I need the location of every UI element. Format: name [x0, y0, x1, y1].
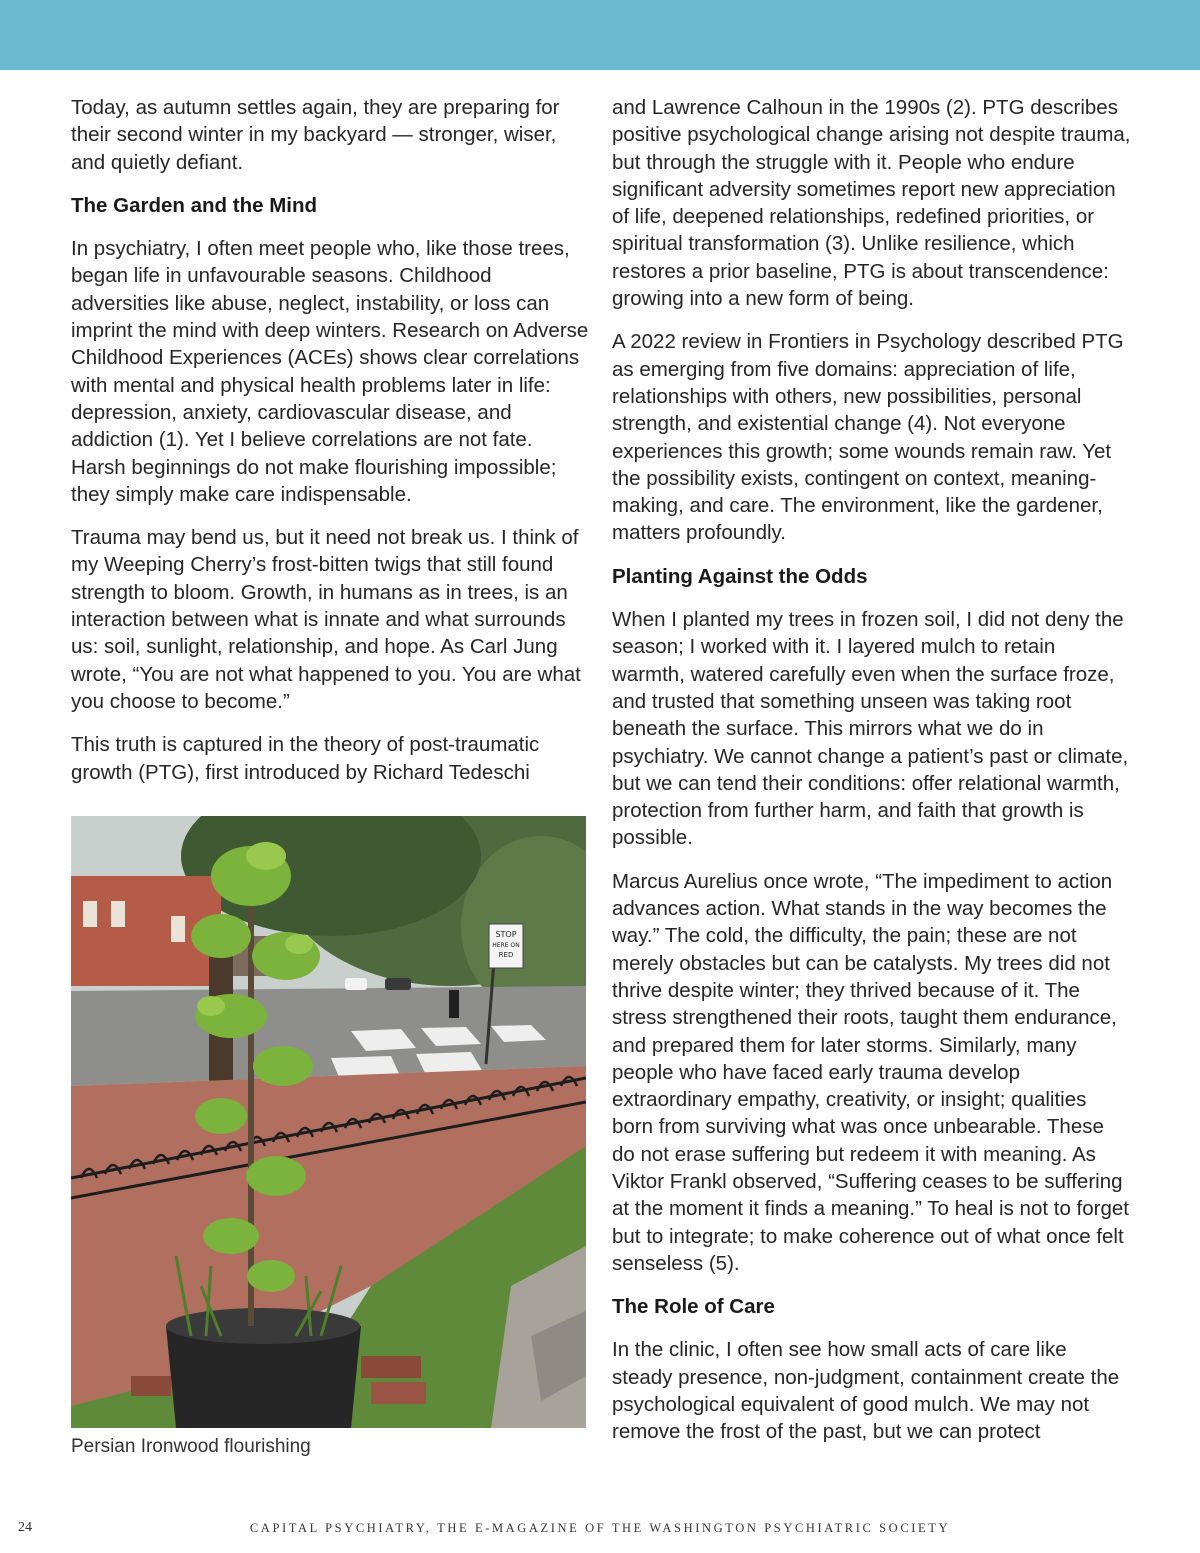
section-heading: Planting Against the Odds — [612, 564, 868, 588]
section-heading: The Garden and the Mind — [71, 193, 318, 217]
photo-caption: Persian Ironwood flourishing — [71, 1436, 311, 1457]
paragraph: A 2022 review in Frontiers in Psychology described PTG as emerging from five domains: appreciation of life, relationships with others, new possibilities, personal strength, and existential change (4). Not everyone experiences this growth; some wounds remain raw. Yet the possibility exists, contingent on context, meaning-making, and care. The environment, like the gardener, matters profoundly. — [612, 330, 1124, 545]
paragraph: When I planted my trees in frozen soil, I did not deny the season; I worked with it. I layered mulch to retain warmth, watered carefully even when the surface froze, and trusted that something unseen was taking root beneath the surface. This mirrors what we do in psychiatry. We cannot change a patient’s past or climate, but we can tend their conditions: offer relational warmth, protection from further harm, and faith that growth is possible. — [612, 608, 1129, 850]
sign-line-3: RED — [498, 951, 514, 959]
sign-line-2: HERE ON — [492, 942, 520, 949]
paragraph: Trauma may bend us, but it need not break us. I think of my Weeping Cherry’s frost-bitten twigs that still found strength to bloom. Growth, in humans as in trees, is an interaction between what is innate and what surrounds us: soil, sunlight, relationship, and hope. As Carl Jung wrote, “You are not what happened to you. You are what you choose to become.” — [71, 526, 581, 713]
right-column — [612, 94, 1132, 1462]
paragraph: and Lawrence Calhoun in the 1990s (2). PTG describes positive psychological change arising not despite trauma, but through the struggle with it. People who endure significant adversity sometimes report new appreciation of life, deepened relationships, redefined priorities, or spiritual transformation (3). Unlike resilience, which restores a prior baseline, PTG is about transcendence: growing into a new form of being. — [612, 96, 1131, 311]
left-column — [71, 94, 591, 802]
paragraph: Today, as autumn settles again, they are preparing for their second winter in my backyard — stronger, wiser, and quietly defiant. — [71, 96, 560, 174]
page-number: 24 — [18, 1520, 32, 1535]
paragraph: In the clinic, I often see how small acts of care like steady presence, non-judgment, containment create the psychological equivalent of good mulch. We may not remove the frost of the past, but we can protect — [612, 1338, 1120, 1444]
sign-line-1: STOP — [495, 930, 517, 939]
paragraph: Marcus Aurelius once wrote, “The impediment to action advances action. What stands in the way becomes the way.” The cold, the difficulty, the pain; these are not merely obstacles but can be catalysts. My trees did not thrive despite winter; they thrived because of it. The stress strengthened their roots, taught them endurance, and prepared them for later storms. Similarly, many people who have faced early trauma develop extraordinary empathy, creativity, or insight; qualities born from surviving what was once unbearable. These do not erase suffering but redeem it with meaning. As Viktor Frankl observed, “Suffering ceases to be suffering at the moment it finds a meaning.” To heal is not to forget but to integrate; to make coherence out of what once felt senseless (5). — [612, 869, 1129, 1275]
article-photo — [71, 816, 586, 1428]
section-heading: The Role of Care — [612, 1295, 775, 1319]
paragraph: In psychiatry, I often meet people who, like those trees, began life in unfavourable seasons. Childhood adversities like abuse, neglect, instability, or loss can imprint the mind with deep winters. Research on Adverse Childhood Experiences (ACEs) shows clear correlations with mental and physical health problems later in life: depression, anxiety, cardiovascular disease, and addiction (1). Yet I believe correlations are not fate. Harsh beginnings do not make flourishing impossible; they simply make care indispensable. — [71, 237, 589, 506]
header-band — [0, 0, 1200, 70]
publication-footer: CAPITAL PSYCHIATRY, THE E-MAGAZINE OF THE WASHINGTON PSYCHIATRIC SOCIETY — [249, 1521, 951, 1535]
paragraph: This truth is captured in the theory of post-traumatic growth (PTG), first introduced by Richard Tedeschi — [71, 733, 540, 784]
